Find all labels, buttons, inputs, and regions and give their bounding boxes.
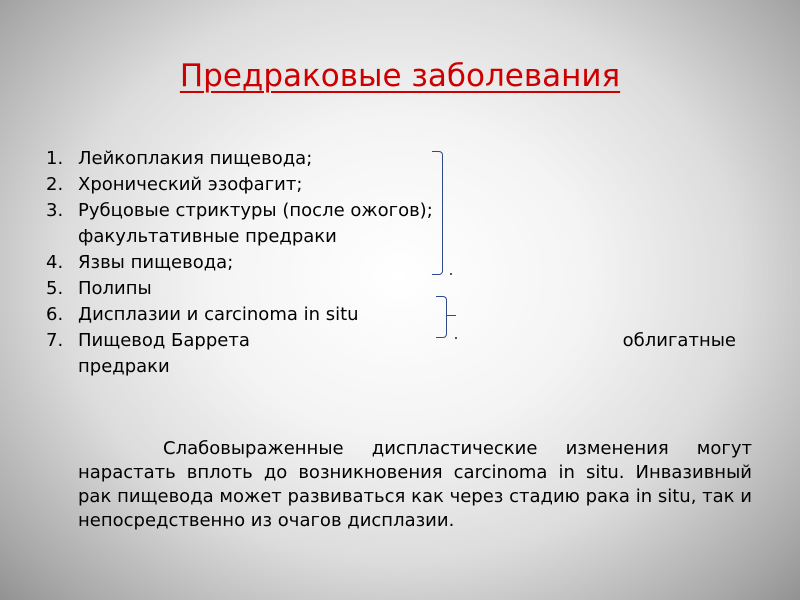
slide-title xyxy=(0,56,800,96)
obligate-label-continuation: предраки xyxy=(78,356,170,377)
facultative-bracket xyxy=(432,151,443,275)
list-item-text: Рубцовые стриктуры (после ожогов); xyxy=(78,200,433,221)
facultative-label: факультативные предраки xyxy=(78,226,337,247)
bracket-dot xyxy=(450,273,452,275)
list-item-number: 6. xyxy=(46,304,64,325)
list-item xyxy=(46,250,736,276)
dysplasia-paragraph: Слабовыраженные диспластические изменения могут нарастать вплоть до возникновения carcinoma in situ. Инвазивный рак пищевода может развиваться как через стадию рака in situ, так и непосредственно из очагов дисплазии. xyxy=(78,438,752,531)
list-item-number: 2. xyxy=(46,174,64,195)
list-item-number: 5. xyxy=(46,278,64,299)
list-item xyxy=(46,276,736,302)
list-item xyxy=(46,198,736,250)
list-item-row xyxy=(78,328,736,354)
list-item-text: Язвы пищевода; xyxy=(78,252,234,273)
list-item-text: Лейкоплакия пищевода; xyxy=(78,148,313,169)
obligate-bracket xyxy=(436,296,447,338)
obligate-label: облигатные xyxy=(622,330,736,351)
list-item-number: 1. xyxy=(46,148,64,169)
list-item-text: Пищевод Баррета xyxy=(78,330,250,351)
obligate-bracket-tick xyxy=(446,315,456,316)
list-item-number: 4. xyxy=(46,252,64,273)
list-item-number: 3. xyxy=(46,200,64,221)
list-item xyxy=(46,146,736,172)
list-item-text: Дисплазии и carcinoma in situ xyxy=(78,304,359,325)
list-item xyxy=(46,302,736,328)
precancer-list xyxy=(46,146,736,380)
list-item-text: Хронический эзофагит; xyxy=(78,174,303,195)
list-item-text: Полипы xyxy=(78,278,152,299)
list-item xyxy=(46,172,736,198)
bracket-dot xyxy=(455,337,457,339)
list-item xyxy=(46,328,736,380)
slide-title-text: Предраковые заболевания xyxy=(179,58,621,94)
list-item-number: 7. xyxy=(46,330,64,351)
